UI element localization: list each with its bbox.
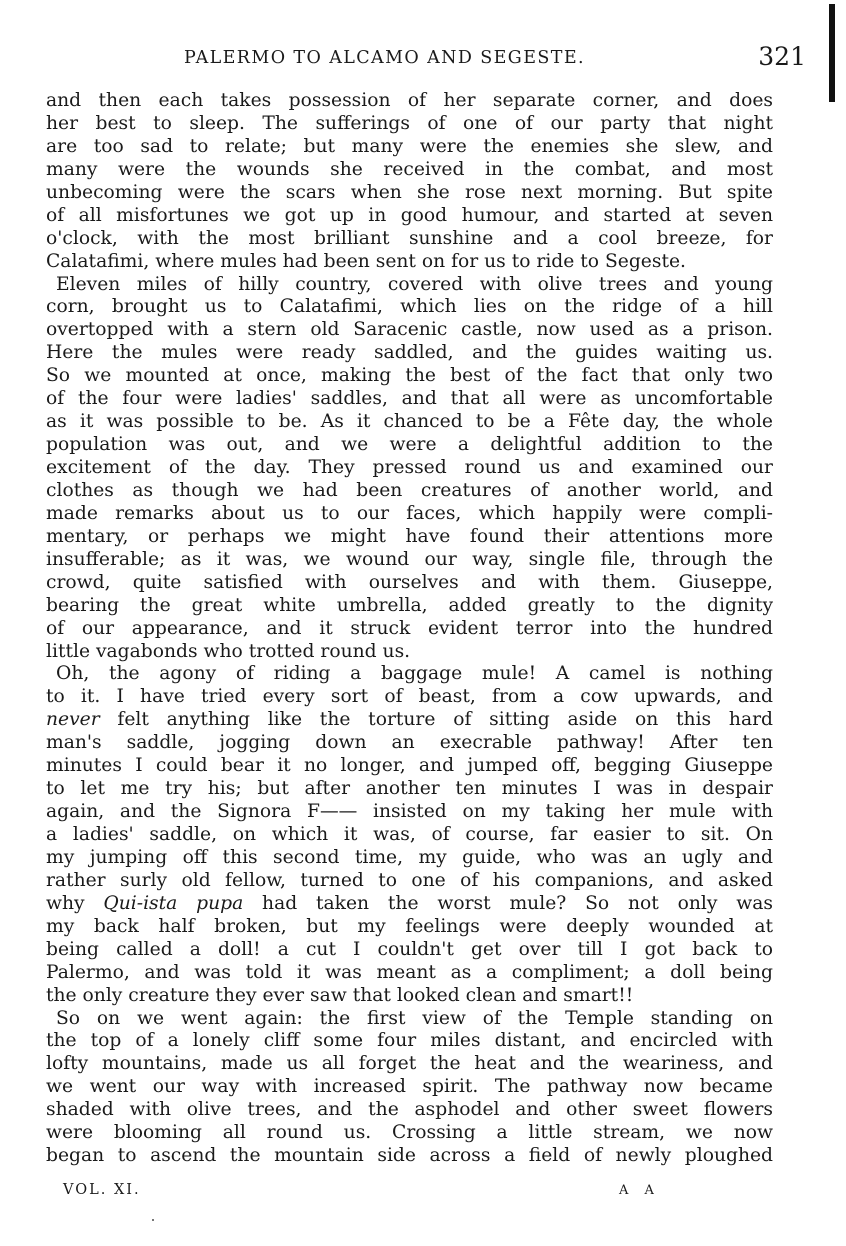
text-line: little vagabonds who trotted round us. — [46, 640, 411, 662]
text-line: and then each takes possession of her separate corner, and does — [46, 90, 773, 111]
text-line: many were the wounds she received in the combat, and most — [46, 158, 773, 180]
text-line: being called a doll! a cut I couldn't get over till I got back to — [46, 938, 773, 960]
text-line: Here the mules were ready saddled, and the guides waiting us. — [46, 342, 773, 364]
text-line: why Qui-ista pupa had taken the worst mule? So not only was — [46, 892, 773, 914]
text-line: population was out, and we were a delightful addition to the — [46, 434, 773, 456]
text-line: again, and the Signora F—— insisted on my taking her mule with — [46, 801, 773, 823]
text-line: began to ascend the mountain side across a field of newly ploughed — [46, 1145, 773, 1167]
running-title: PALERMO TO ALCAMO AND SEGESTE. — [184, 48, 585, 68]
text-line: corn, brought us to Calatafimi, which lies on the ridge of a hill — [46, 296, 773, 318]
text-line: unbecoming were the scars when she rose next morning. But spite — [46, 181, 773, 203]
text-line: minutes I could bear it no longer, and jumped off, begging Giuseppe — [46, 755, 773, 777]
text-line: Eleven miles of hilly country, covered with olive trees and young — [56, 273, 773, 295]
text-line: to it. I have tried every sort of beast, from a cow upwards, and — [46, 686, 773, 708]
text-line: of the four were ladies' saddles, and that all were as uncomfortable — [46, 388, 773, 410]
text-line: clothes as though we had been creatures of another world, and — [46, 479, 773, 501]
italic-phrase: never — [46, 709, 100, 731]
text-line: overtopped with a stern old Saracenic castle, now used as a prison. — [46, 319, 773, 341]
text-line: Oh, the agony of riding a baggage mule! A camel is nothing — [56, 663, 773, 685]
text-line: as it was possible to be. As it chanced to be a Fête day, the whole — [46, 411, 773, 433]
text-line: insufferable; as it was, we wound our way, single file, through the — [46, 548, 773, 570]
text-line: made remarks about us to our faces, which happily were compli- — [46, 502, 773, 524]
text-line: lofty mountains, made us all forget the heat and the weariness, and — [46, 1053, 773, 1075]
text-line: her best to sleep. The sufferings of one of our party that night — [46, 112, 773, 134]
text-line: the only creature they ever saw that looked clean and smart!! — [46, 984, 634, 1006]
text-line: o'clock, with the most brilliant sunshine and a cool breeze, for — [46, 227, 773, 249]
page-edge-bar — [829, 4, 835, 102]
text-line: were blooming all round us. Crossing a little stream, we now — [46, 1122, 773, 1144]
text-line: shaded with olive trees, and the asphodel and other sweet flowers — [46, 1099, 773, 1121]
text-line: my back half broken, but my feelings were deeply wounded at — [46, 915, 773, 937]
text-line: So we mounted at once, making the best of the fact that only two — [46, 365, 773, 387]
text-line: my jumping off this second time, my guide, who was an ugly and — [46, 846, 773, 868]
running-head — [46, 44, 806, 74]
volume-label: VOL. XI. — [63, 1182, 141, 1198]
text-line: Palermo, and was told it was meant as a compliment; a doll being — [46, 961, 773, 983]
text-line: we went our way with increased spirit. The pathway now became — [46, 1076, 773, 1098]
text-line: of our appearance, and it struck evident terror into the hundred — [46, 617, 773, 639]
text-line: mentary, or perhaps we might have found their attentions more — [46, 525, 773, 547]
page-number: 321 — [758, 42, 806, 71]
text-line: rather surly old fellow, turned to one of his companions, and asked — [46, 869, 773, 891]
text-line: bearing the great white umbrella, added greatly to the dignity — [46, 594, 773, 616]
text-line: never felt anything like the torture of sitting aside on this hard — [46, 709, 773, 731]
text-line: the top of a lonely cliff some four miles distant, and encircled with — [46, 1030, 773, 1052]
text-line: are too sad to relate; but many were the enemies she slew, and — [46, 135, 773, 157]
italic-phrase: Qui-ista pupa — [103, 892, 244, 914]
text-line: crowd, quite satisfied with ourselves and with them. Giuseppe, — [46, 571, 773, 593]
text-line: excitement of the day. They pressed round us and examined our — [46, 457, 773, 478]
text-line: to let me try his; but after another ten minutes I was in despair — [46, 778, 773, 800]
text-line: man's saddle, jogging down an execrable pathway! After ten — [46, 732, 773, 754]
text-line: a ladies' saddle, on which it was, of course, far easier to sit. On — [46, 824, 773, 845]
signature-mark: A A — [619, 1183, 660, 1198]
text-line: So on we went again: the first view of the Temple standing on — [56, 1007, 773, 1029]
print-speck — [152, 1219, 154, 1221]
text-line: Calatafimi, where mules had been sent on for us to ride to Segeste. — [46, 250, 686, 272]
text-line: of all misfortunes we got up in good humour, and started at seven — [46, 204, 773, 226]
body-text — [46, 90, 773, 1168]
